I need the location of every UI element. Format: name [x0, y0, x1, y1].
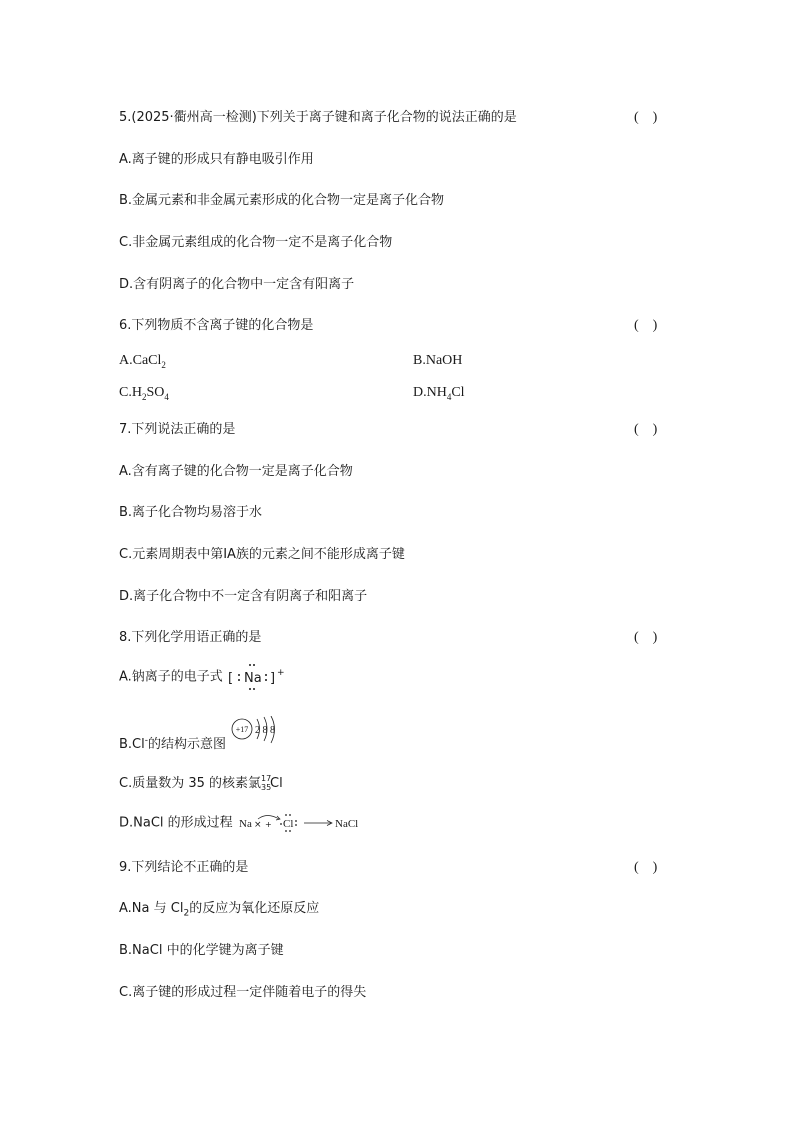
q5-option-c[interactable]: C.非金属元素组成的化合物一定不是离子化合物: [119, 235, 393, 250]
nacl-formation-process: [237, 811, 367, 835]
electron-dot: [295, 824, 297, 826]
q6-option-c[interactable]: $C.H_2SO_4$: [119, 385, 169, 402]
na-atom: Na: [238, 818, 252, 830]
plus-sign: +: [264, 820, 272, 829]
answer-bracket-5[interactable]: ( ): [634, 110, 658, 125]
q9-option-a[interactable]: A.Na 与 $Cl_2$的反应为氧化还原反应: [119, 901, 320, 919]
answer-bracket-9[interactable]: ( ): [634, 860, 658, 875]
cl-atom: Cl: [282, 818, 294, 830]
q9-option-c[interactable]: C.离子键的形成过程一定伴随着电子的得失: [119, 985, 367, 1000]
answer-bracket-8[interactable]: ( ): [634, 630, 658, 645]
q7-option-c[interactable]: C.元素周期表中第ⅠA族的元素之间不能形成离子键: [119, 547, 405, 562]
nucleus-charge: +17: [235, 725, 249, 734]
q6-option-d[interactable]: $D.NH_4Cl$: [413, 385, 465, 402]
question-7-stem: 7.下列说法正确的是: [119, 422, 236, 437]
left-bracket: [: [227, 671, 234, 686]
electron-dot: [253, 664, 255, 666]
question-8-stem: 8.下列化学用语正确的是: [119, 630, 262, 645]
electron-dot: [253, 688, 255, 690]
na-symbol: Na: [243, 671, 262, 686]
q7-option-d[interactable]: D.离子化合物中不一定含有阴离子和阳离子: [119, 589, 368, 604]
electron-dot: [238, 679, 240, 681]
question-5-stem: 5.(2025·衢州高一检测)下列关于离子键和离子化合物的说法正确的是: [119, 110, 517, 125]
q6-option-b[interactable]: B.NaOH: [413, 353, 463, 368]
q5-option-a[interactable]: A.离子键的形成只有静电吸引作用: [119, 152, 314, 167]
answer-bracket-7[interactable]: ( ): [634, 422, 658, 437]
electron-dot: [295, 820, 297, 822]
electron-dot: [285, 830, 287, 832]
answer-bracket-6[interactable]: ( ): [634, 318, 658, 333]
electron-dot: [285, 814, 287, 816]
q8-option-c[interactable]: C.质量数为 35 的核素氯 17 35 Cl: [119, 774, 283, 792]
electron-dot: [238, 674, 240, 676]
chloride-structure-diagram: [230, 716, 286, 752]
na-electron-cross: ×: [253, 820, 262, 830]
q5-option-b[interactable]: B.金属元素和非金属元素形成的化合物一定是离子化合物: [119, 193, 445, 208]
nuclide-numbers: 17 35: [261, 774, 272, 792]
electron-dot: [265, 674, 267, 676]
electron-dot: [289, 830, 291, 832]
electron-dot: [249, 688, 251, 690]
q8-option-a[interactable]: A.钠离子的电子式 [ Na ] +: [119, 660, 287, 695]
q5-option-d[interactable]: D.含有阴离子的化合物中一定含有阳离子: [119, 277, 355, 292]
right-bracket: ]: [269, 671, 276, 686]
electron-dot: [265, 679, 267, 681]
q8-option-d[interactable]: D.NaCl 的形成过程 Na × + Cl NaCl: [119, 811, 367, 836]
positive-charge: +: [276, 668, 285, 678]
shell-electron-counts: 2 8 8: [255, 725, 276, 736]
q6-option-a[interactable]: A.CaCl$_2$: [119, 353, 166, 370]
q7-option-b[interactable]: B.离子化合物均易溶于水: [119, 505, 263, 520]
question-9-stem: 9.下列结论不正确的是: [119, 860, 249, 875]
question-6-stem: 6.下列物质不含离子键的化合物是: [119, 318, 314, 333]
electron-dot: [249, 664, 251, 666]
electron-dot: [289, 814, 291, 816]
electron-dot: [280, 823, 282, 825]
nacl-product: NaCl: [334, 818, 359, 830]
q9-option-b[interactable]: B.NaCl 中的化学键为离子键: [119, 943, 284, 958]
electron-transfer-arrow: [258, 816, 279, 820]
q8-option-b[interactable]: B.Cl-的结构示意图 +17 2 8 8: [119, 716, 286, 763]
q7-option-a[interactable]: A.含有离子键的化合物一定是离子化合物: [119, 464, 353, 479]
sodium-ion-electron-formula: [227, 660, 287, 694]
